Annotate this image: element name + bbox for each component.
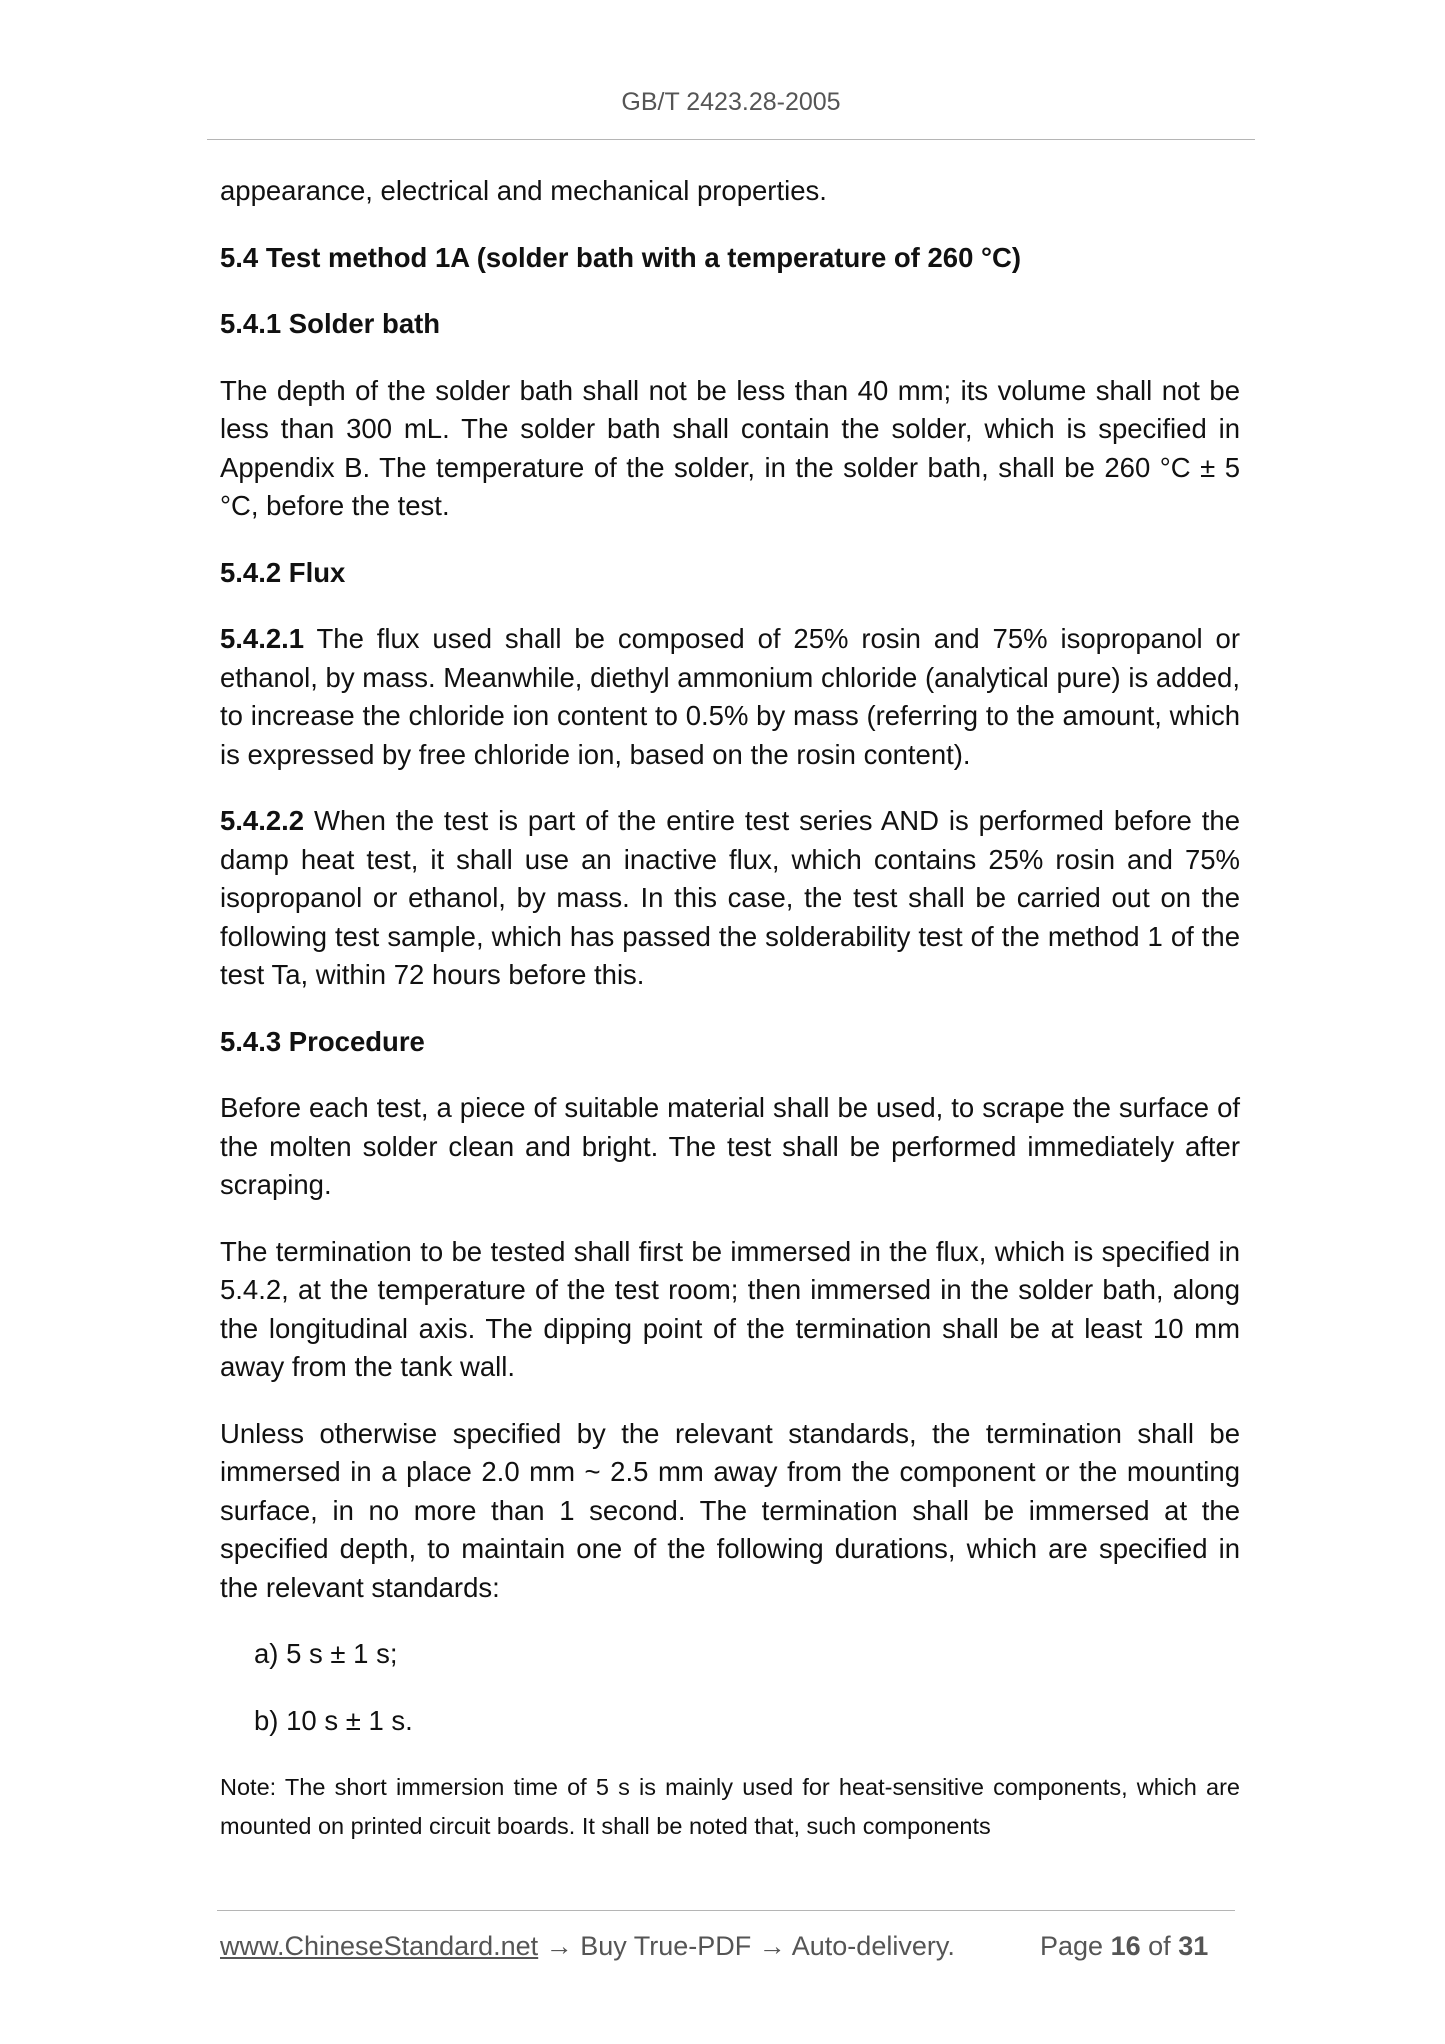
note-text: Note: The short immersion time of 5 s is mainly used for heat-sensitive components, which are mounted on printed circuit boards. It shall be noted that, such components — [220, 1774, 1240, 1839]
delivery-text: Auto-delivery. — [791, 1931, 955, 1961]
paragraph-solder-bath: The depth of the solder bath shall not be less than 40 mm; its volume shall not be less than 300 mL. The solder bath shall contain the solder, which is specified in Appendix B. The temperature of the solder, in the solder bath, shall be 260 °C ± 5 °C, before the test. — [220, 374, 1240, 521]
page-current: 16 — [1110, 1931, 1141, 1961]
document-body — [220, 172, 1240, 1845]
clause-text: The flux used shall be composed of 25% rosin and 75% isopropanol or ethanol, by mass. Meanwhile, diethyl ammonium chloride (analytical pure) is added, to increase the chloride ion content to 0.5% by mass (referring to the amount, which is expressed by free chloride ion, based on the rosin content). — [220, 623, 1240, 770]
section-heading-5-4-1: 5.4.1 Solder bath — [220, 308, 441, 339]
website-link[interactable]: www.ChineseStandard.net — [220, 1931, 539, 1961]
paragraph-5-4-2-2 — [220, 802, 1240, 995]
page-total: 31 — [1178, 1931, 1209, 1961]
list-item-a: a) 5 s ± 1 s; — [254, 1638, 398, 1669]
page-label: Page — [1040, 1931, 1104, 1961]
paragraph-5-4-2-1 — [220, 620, 1240, 774]
list-item-b: b) 10 s ± 1 s. — [254, 1704, 413, 1736]
paragraph-procedure-3: Unless otherwise specified by the relevant standards, the termination shall be immersed in a place 2.0 mm ~ 2.5 mm away from the component or the mounting surface, in no more than 1 second. The termination shall be immersed at the specified depth, to maintain one of the following durations, which are specified in the relevant standards: — [220, 1417, 1240, 1603]
page-header: GB/T 2423.28-2005 — [621, 88, 841, 116]
header-divider — [207, 139, 1255, 140]
clause-text: When the test is part of the entire test series AND is performed before the damp heat test, it shall use an inactive flux, which contains 25% rosin and 75% isopropanol or ethanol, by mass. In this case, the test shall be carried out on the following test sample, which has passed the solderability test of the method 1 of the test Ta, within 72 hours before this. — [220, 805, 1240, 990]
clause-number: 5.4.2.1 — [220, 623, 305, 654]
footer-promo — [220, 1931, 955, 1962]
arrow-icon: → — [538, 1931, 581, 1961]
section-heading-5-4-2: 5.4.2 Flux — [220, 556, 346, 588]
paragraph-procedure-1: Before each test, a piece of suitable material shall be used, to scrape the surface of the molten solder clean and bright. The test shall be performed immediately after scraping. — [220, 1092, 1240, 1200]
clause-number: 5.4.2.2 — [220, 805, 305, 836]
paragraph-continuation: appearance, electrical and mechanical properties. — [220, 175, 827, 206]
section-heading-5-4: 5.4 Test method 1A (solder bath with a temperature of 260 °C) — [220, 241, 1022, 273]
arrow-icon: → — [751, 1931, 792, 1961]
buy-text: Buy True-PDF — [580, 1931, 752, 1961]
page-number — [1040, 1931, 1208, 1962]
page-of: of — [1148, 1931, 1171, 1961]
section-heading-5-4-3: 5.4.3 Procedure — [220, 1025, 425, 1057]
paragraph-procedure-2: The termination to be tested shall first be immersed in the flux, which is specified in 5.4.2, at the temperature of the test room; then immersed in the solder bath, along the longitudinal axis. The dipping point of the termination shall be at least 10 mm away from the tank wall. — [220, 1235, 1240, 1382]
footer-divider — [217, 1910, 1235, 1911]
